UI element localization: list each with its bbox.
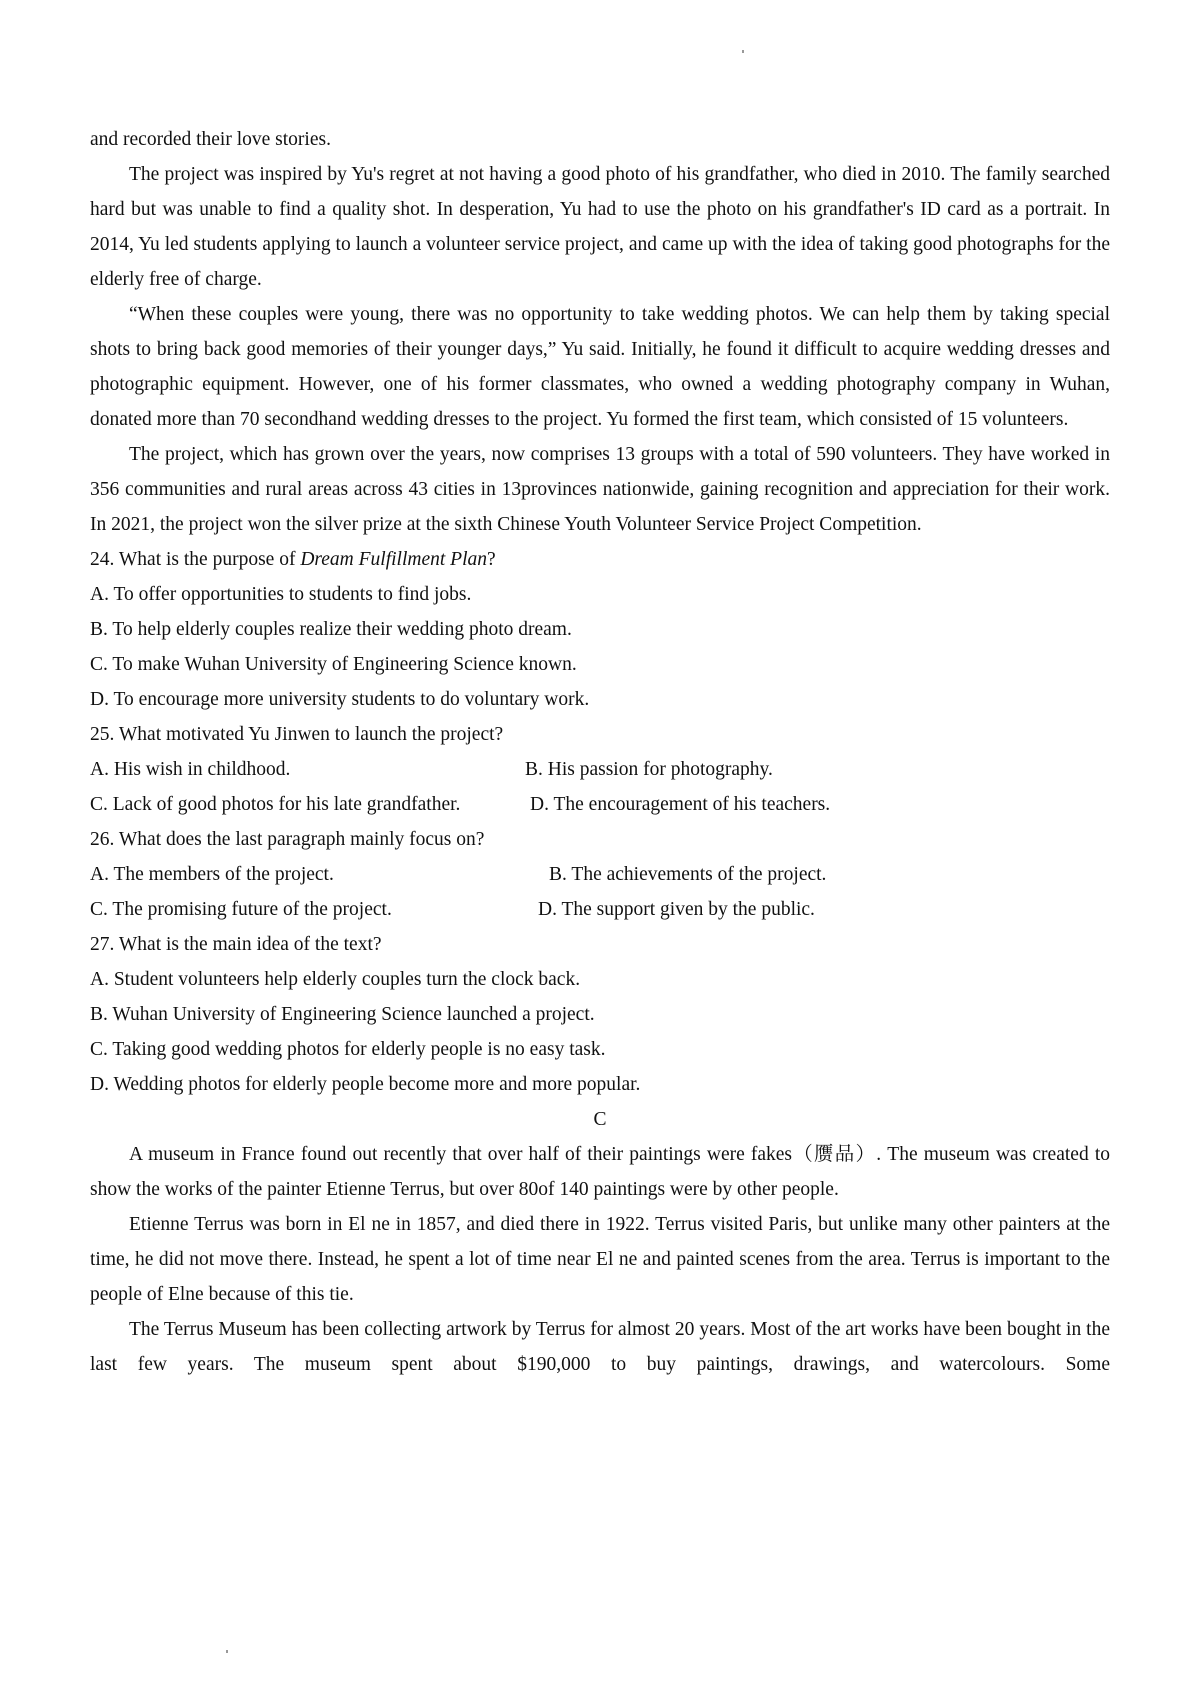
question-25-option-b: B. His passion for photography. xyxy=(525,759,773,780)
scan-mark-top xyxy=(742,50,744,53)
question-25-option-d: D. The encouragement of his teachers. xyxy=(530,794,831,815)
section-c-paragraph: Etienne Terrus was born in El ne in 1857, and died there in 1922. Terrus visited Paris, but unlike many other painters at the time, he did not move there. Instead, he spent a lot of time near El ne and painted scenes from the area. Terrus is important to the people of Elne because of this tie. xyxy=(90,1214,1110,1305)
question-27-option-b: B. Wuhan University of Engineering Science launched a project. xyxy=(90,1004,595,1025)
question-24-option-b: B. To help elderly couples realize their wedding photo dream. xyxy=(90,619,572,640)
question-27-stem xyxy=(90,927,1110,962)
question-stem-text: What does the last paragraph mainly focus on? xyxy=(118,829,485,850)
passage-continuation: and recorded their love stories. xyxy=(90,129,331,150)
question-number: 24. xyxy=(90,549,115,570)
section-c-heading: C xyxy=(593,1109,607,1130)
passage-paragraph: “When these couples were young, there was no opportunity to take wedding photos. We can help them by taking special shots to bring back good memories of their younger days,” Yu said. Initially, he found it difficult to acquire wedding dresses and photographic equipment. However, one of his former classmates, who owned a wedding photography company in Wuhan, donated more than 70 secondhand wedding dresses to the project. Yu formed the first team, which consisted of 15 volunteers. xyxy=(90,304,1110,430)
scan-mark-bottom xyxy=(226,1650,228,1653)
question-26-stem xyxy=(90,822,1110,857)
question-26-option-c: C. The promising future of the project. xyxy=(90,899,392,920)
question-mark: ? xyxy=(487,549,496,570)
question-25-options-row-1 xyxy=(90,752,1110,787)
question-stem-text: What motivated Yu Jinwen to launch the project? xyxy=(118,724,504,745)
document-page xyxy=(90,122,1110,1382)
question-26-option-b: B. The achievements of the project. xyxy=(549,864,827,885)
question-27-option-c: C. Taking good wedding photos for elderly people is no easy task. xyxy=(90,1039,606,1060)
question-27-option-a: A. Student volunteers help elderly couples turn the clock back. xyxy=(90,969,581,990)
question-24-option-a: A. To offer opportunities to students to find jobs. xyxy=(90,584,472,605)
question-26-options-row-2 xyxy=(90,892,1110,927)
question-number: 27. xyxy=(90,934,115,955)
question-24-option-d: D. To encourage more university students to do voluntary work. xyxy=(90,689,590,710)
question-26-options-row-1 xyxy=(90,857,1110,892)
question-24-option-c: C. To make Wuhan University of Engineering Science known. xyxy=(90,654,577,675)
section-c-paragraph: A museum in France found out recently that over half of their paintings were fakes（赝品）. The museum was created to show the works of the painter Etienne Terrus, but over 80of 140 paintings were by other people. xyxy=(90,1144,1110,1200)
question-stem-text: What is the main idea of the text? xyxy=(118,934,382,955)
section-c-paragraph: The Terrus Museum has been collecting artwork by Terrus for almost 20 years. Most of the art works have been bought in the last few years. The museum spent about $190,000 to buy paintings, drawings, and watercolours. Some xyxy=(90,1319,1110,1375)
question-24-stem xyxy=(90,542,1110,577)
passage-paragraph: The project was inspired by Yu's regret at not having a good photo of his grandfather, who died in 2010. The family searched hard but was unable to find a quality shot. In desperation, Yu had to use the photo on his grandfather's ID card as a portrait. In 2014, Yu led students applying to launch a volunteer service project, and came up with the idea of taking good photographs for the elderly free of charge. xyxy=(90,164,1110,290)
question-25-stem xyxy=(90,717,1110,752)
question-number: 26. xyxy=(90,829,115,850)
question-25-option-a: A. His wish in childhood. xyxy=(90,759,291,780)
question-26-option-a: A. The members of the project. xyxy=(90,864,334,885)
question-25-option-c: C. Lack of good photos for his late grandfather. xyxy=(90,794,461,815)
question-number: 25. xyxy=(90,724,115,745)
passage-paragraph: The project, which has grown over the years, now comprises 13 groups with a total of 590 volunteers. They have worked in 356 communities and rural areas across 43 cities in 13provinces nationwide, gaining recognition and appreciation for their work. In 2021, the project won the silver prize at the sixth Chinese Youth Volunteer Service Project Competition. xyxy=(90,444,1110,535)
question-26-option-d: D. The support given by the public. xyxy=(538,899,815,920)
question-stem-text: What is the purpose of xyxy=(118,549,301,570)
question-27-option-d: D. Wedding photos for elderly people become more and more popular. xyxy=(90,1074,641,1095)
project-title-italic: Dream Fulfillment Plan xyxy=(300,549,487,570)
question-25-options-row-2 xyxy=(90,787,1110,822)
